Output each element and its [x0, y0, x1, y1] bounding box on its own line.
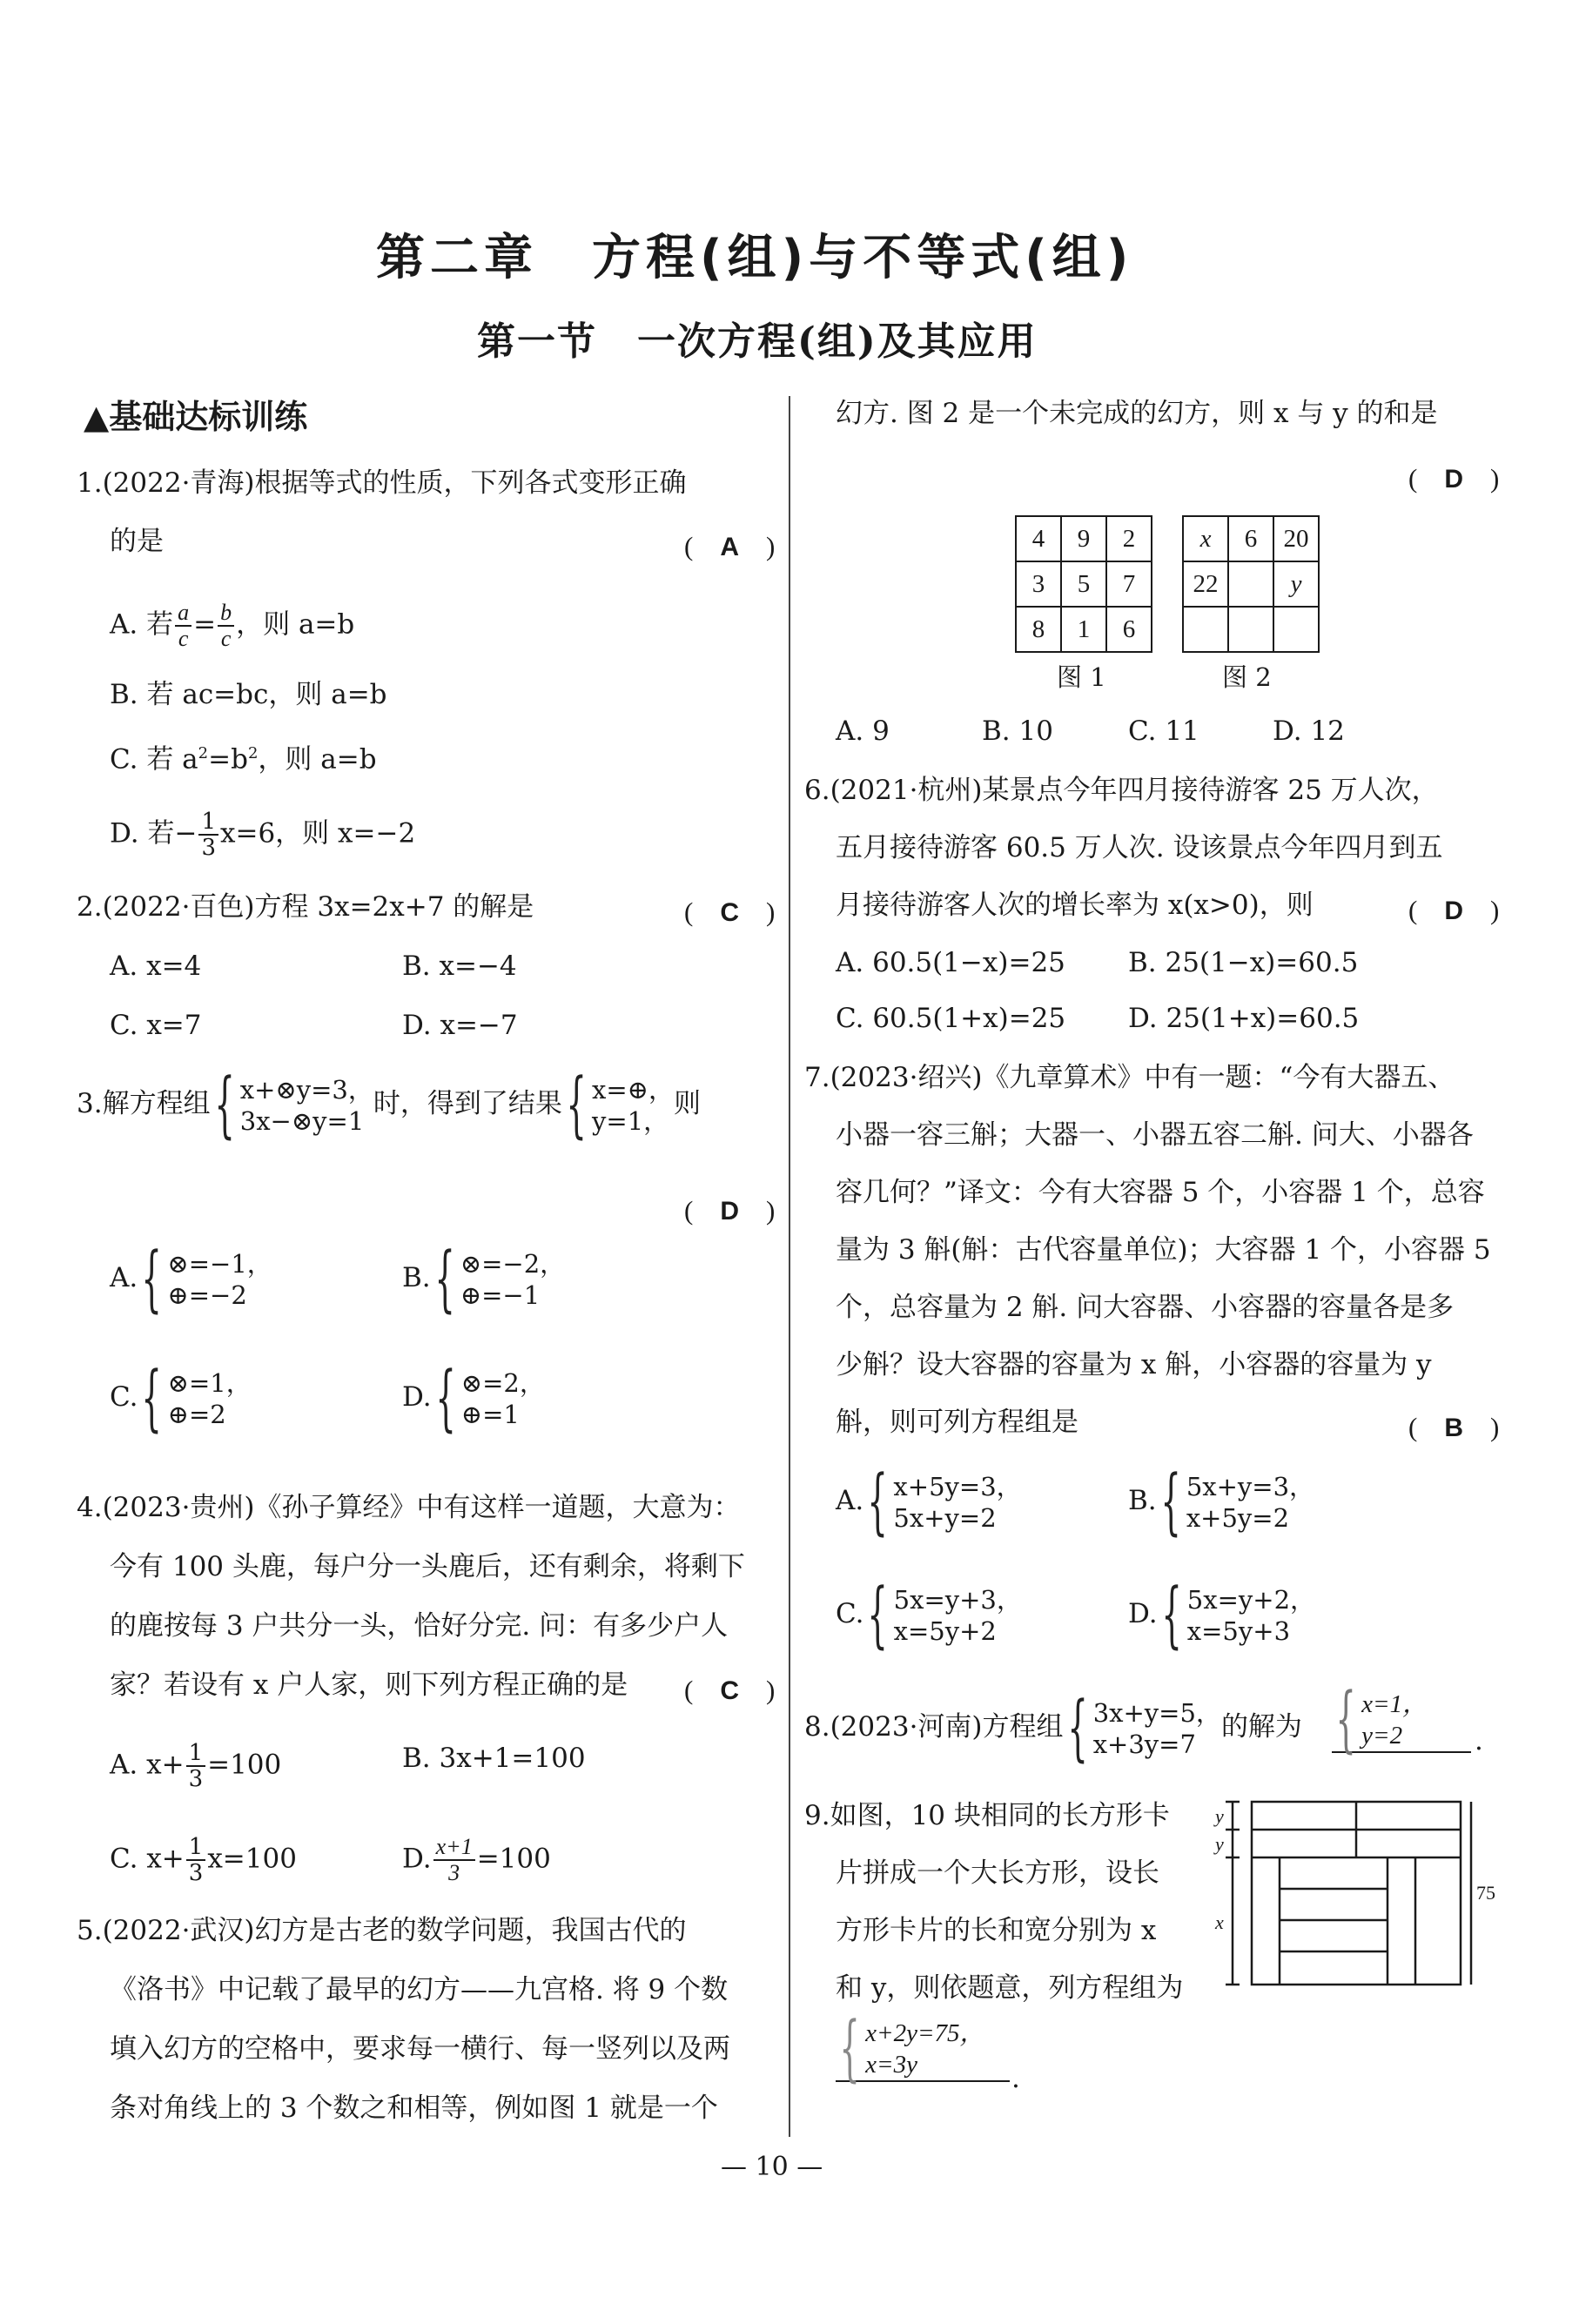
q5-line1: 5.(2022·武汉)幻方是古老的数学问题，我国古代的	[77, 1915, 687, 1946]
q7-line3: 容几何？”译文：今有大容器 5 个，小容器 1 个，总容	[836, 1177, 1485, 1208]
q2-option-a: A. x=4	[110, 950, 202, 982]
q1-option-a: A. 若 $\frac{a}{c}$ = $\frac{b}{c}$ ，则 a=b	[110, 600, 355, 651]
q7-option-b: B. { 5x+y=3， x+5y=2	[1128, 1460, 1315, 1543]
q7-option-c: C. { 5x=y+3， x=5y+2	[836, 1573, 1022, 1656]
rectangle-cards-figure	[1210, 1793, 1506, 2002]
q7-line6: 少斛？设大容器的容量为 x 斛，小容器的容量为 y	[836, 1349, 1432, 1380]
q2-option-c: C. x=7	[110, 1010, 202, 1041]
q4-option-b: B. 3x+1=100	[402, 1743, 586, 1774]
q6-option-c: C. 60.5(1+x)=25	[836, 1003, 1066, 1034]
q8-stem: 8.(2023·河南)方程组 { 3x+y=5， x+3y=7 的解为	[804, 1686, 1302, 1770]
q9-line4: 和 y，则依题意，列方程组为	[836, 1972, 1184, 2004]
q7-line7: 斛，则可列方程组是	[836, 1407, 1078, 1438]
q5-option-c: C. 11	[1128, 715, 1199, 747]
q5-option-b: B. 10	[982, 715, 1053, 747]
figure-2-label: 图 2	[1222, 662, 1272, 692]
dim-y2-label: y	[1215, 1833, 1224, 1855]
section-title: 第一节 一次方程(组)及其应用	[477, 319, 1038, 364]
figure-1-label: 图 1	[1057, 662, 1106, 692]
q5-line3: 填入幻方的空格中，要求每一横行、每一竖列以及两	[110, 2033, 730, 2065]
q6-line3: 月接待游客人次的增长率为 x(x>0)，则	[836, 890, 1314, 921]
q4-answer: ( C )	[684, 1675, 776, 1705]
q4-option-d: D. $\frac{x+1}{3}$ =100	[402, 1834, 551, 1885]
column-divider	[789, 396, 790, 2137]
chapter-title: 第二章 方程(组)与不等式(组)	[376, 230, 1134, 286]
q4-line2: 今有 100 头鹿，每户分一头鹿后，还有剩余，将剩下	[110, 1551, 745, 1582]
q5-line2: 《洛书》中记载了最早的幻方——九宫格. 将 9 个数	[110, 1974, 729, 2005]
page-number: — 10 —	[721, 2152, 823, 2182]
q3-stem: 3.解方程组 { x+⊗y=3， 3x−⊗y=1 时，得到了结果 { x=⊕， y=1， 则	[77, 1063, 701, 1146]
dim-x-label: x	[1215, 1911, 1224, 1933]
q3-option-d: D. { ⊗=2， ⊕=1	[402, 1356, 545, 1440]
q1-stem-line1: 1.(2022·青海)根据等式的性质，下列各式变形正确	[77, 467, 687, 499]
q6-line2: 五月接待游客 60.5 万人次. 设该景点今年四月到五	[836, 832, 1443, 863]
dim-y1-label: y	[1215, 1805, 1224, 1827]
q3-option-b: B. { ⊗=−2， ⊕=−1	[402, 1237, 566, 1320]
q7-option-d: D. { 5x=y+2， x=5y+3	[1128, 1573, 1316, 1656]
q4-line4: 家？若设有 x 户人家，则下列方程正确的是	[110, 1669, 628, 1701]
magic-square-figure-2: x 6 20 22 y	[1182, 515, 1320, 653]
q2-stem: 2.(2022·百色)方程 3x=2x+7 的解是	[77, 891, 534, 923]
q2-option-b: B. x=−4	[402, 950, 517, 982]
q9-line2: 片拼成一个大长方形，设长	[836, 1857, 1159, 1889]
q7-line5: 个，总容量为 2 斛. 问大容器、小容器的容量各是多	[836, 1292, 1455, 1323]
q7-line2: 小器一容三斛；大器一、小器五容二斛. 问大、小器各	[836, 1119, 1474, 1151]
q3-option-c: C. { ⊗=1， ⊕=2	[110, 1356, 252, 1440]
q1-answer: ( A )	[684, 531, 776, 561]
q4-option-a: A. x+ $\frac{1}{3}$ =100	[110, 1740, 282, 1792]
q7-option-a: A. { x+5y=3， 5x+y=2	[836, 1460, 1022, 1543]
q4-option-c: C. x+ $\frac{1}{3}$ x=100	[110, 1834, 297, 1886]
q5-line5: 幻方. 图 2 是一个未完成的幻方，则 x 与 y 的和是	[836, 398, 1438, 429]
q2-option-d: D. x=−7	[402, 1010, 518, 1041]
magic-square-figure-1: 4 9 2 3 5 7 8 1 6	[1015, 515, 1152, 653]
subsection-title: ▲基础达标训练	[84, 398, 308, 436]
q6-answer: ( D )	[1408, 895, 1500, 925]
dim-75-label: 75	[1476, 1882, 1495, 1904]
q5-option-a: A. 9	[836, 715, 890, 747]
q6-line1: 6.(2021·杭州)某景点今年四月接待游客 25 万人次，	[804, 775, 1439, 806]
q7-answer: ( B )	[1408, 1412, 1500, 1442]
q2-answer: ( C )	[684, 897, 776, 927]
q4-line3: 的鹿按每 3 户共分一头，恰好分完. 问：有多少户人	[110, 1610, 729, 1642]
q5-answer: ( D )	[1408, 463, 1500, 494]
q6-option-a: A. 60.5(1−x)=25	[836, 947, 1065, 978]
q7-line1: 7.(2023·绍兴)《九章算术》中有一题：“今有大器五、	[804, 1062, 1455, 1093]
q3-answer: ( D )	[684, 1195, 776, 1226]
q3-option-a: A. { ⊗=−1， ⊕=−2	[110, 1237, 272, 1320]
q8-period: .	[1475, 1725, 1483, 1756]
q5-line4: 条对角线上的 3 个数之和相等，例如图 1 就是一个	[110, 2092, 718, 2124]
q8-answer-blank: { x=1， y=2	[1332, 1689, 1471, 1753]
q9-line3: 方形卡片的长和宽分别为 x	[836, 1915, 1157, 1946]
q9-answer-blank: { x+2y=75， x=3y	[836, 2018, 1010, 2082]
q1-option-d: D. 若− $\frac{1}{3}$ x=6，则 x=−2	[110, 809, 416, 861]
q7-line4: 量为 3 斛(斛：古代容量单位)；大容器 1 个，小容器 5	[836, 1234, 1491, 1266]
q1-option-c: C. 若 $a^2=b^2$，则 a=b	[110, 743, 377, 776]
q1-stem-line2: 的是	[110, 526, 164, 557]
q5-option-d: D. 12	[1273, 715, 1345, 747]
q9-period: .	[1011, 2063, 1020, 2094]
q6-option-d: D. 25(1+x)=60.5	[1128, 1003, 1360, 1034]
q4-line1: 4.(2023·贵州)《孙子算经》中有这样一道题，大意为：	[77, 1492, 741, 1523]
q9-line1: 9.如图，10 块相同的长方形卡	[804, 1800, 1170, 1831]
q1-option-b: B. 若 ac=bc，则 a=b	[110, 679, 387, 710]
q6-option-b: B. 25(1−x)=60.5	[1128, 947, 1359, 978]
